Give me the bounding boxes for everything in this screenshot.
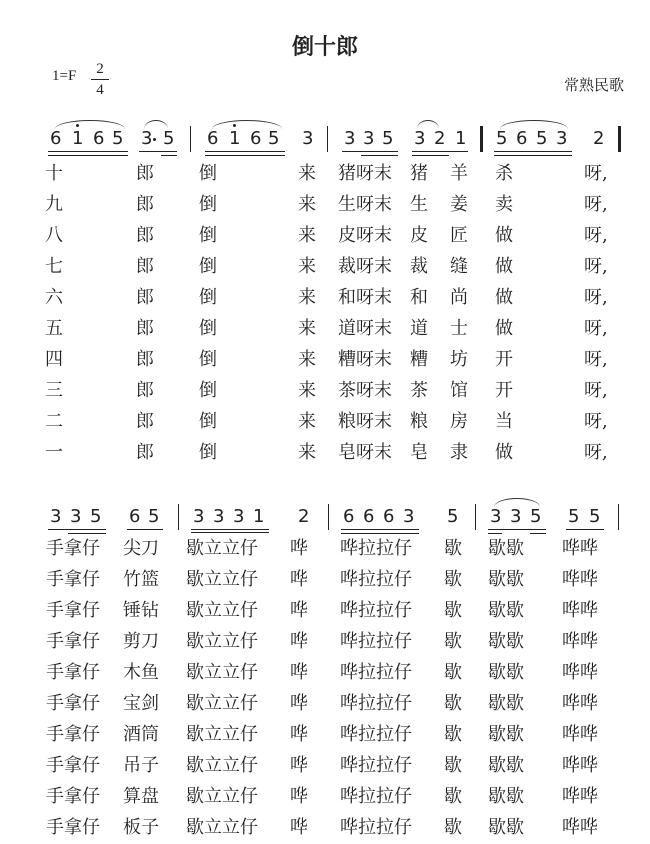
lyric-word: 手拿仔 [46,693,100,714]
underline [191,529,269,530]
note: 3 [70,506,82,527]
note: 6 [250,128,262,149]
barline [618,126,621,152]
lyric-word: 哗拉拉仔 [340,600,412,621]
key-signature: 1=F [52,68,77,84]
lyric-word: 手拿仔 [46,755,100,776]
lyric-word: 哗哗 [562,693,598,714]
augmentation-dot [153,138,156,141]
barline [327,126,328,152]
lyric-word: 哗 [290,600,308,621]
underline [412,155,449,156]
lyric-word: 姜 [450,194,468,215]
note: 3 [193,506,205,527]
lyric-word: 粮 [410,411,428,432]
lyric-word: 哗哗 [562,662,598,683]
lyric-word: 歇立立仔 [186,786,258,807]
lyric-word: 呀, [584,349,608,370]
note: 5 [148,506,160,527]
lyric-word: 歇 [444,600,462,621]
lyric-word: 歇 [444,631,462,652]
lyric-word: 歇立立仔 [186,600,258,621]
lyric-word: 哗 [290,538,308,559]
lyric-word: 猪 [410,163,428,184]
lyric-word: 隶 [450,442,468,463]
lyric-word: 尚 [450,287,468,308]
lyric-word: 馆 [450,380,468,401]
lyric-word: 七 [45,256,63,277]
lyric-line [0,534,650,565]
note: 1 [455,128,467,149]
underline [361,155,398,156]
time-signature [91,60,109,99]
lyric-word: 郎 [136,256,154,277]
lyric-word: 郎 [136,318,154,339]
lyric-word: 呀, [584,163,608,184]
lyric-word: 做 [495,318,513,339]
lyric-word: 哗拉拉仔 [340,538,412,559]
lyric-word: 歇立立仔 [186,538,258,559]
lyric-word: 郎 [136,380,154,401]
lyric-word: 歇 [444,786,462,807]
lyric-word: 尖刀 [123,538,159,559]
lyric-word: 吊子 [123,755,159,776]
lyric-word: 哗哗 [562,817,598,838]
note: 3 [414,128,426,149]
lyric-word: 歇歇 [488,786,524,807]
note: 5 [536,128,548,149]
lyric-word: 哗拉拉仔 [340,631,412,652]
lyric-word: 呀, [584,442,608,463]
lyric-line [0,720,650,751]
lyric-word: 歇立立仔 [186,724,258,745]
lyric-word: 粮呀末 [338,411,392,432]
lyric-word: 倒 [199,287,217,308]
lyric-word: 当 [495,411,513,432]
lyric-word: 歇 [444,569,462,590]
lyric-line [0,627,650,658]
note: 5 [568,506,580,527]
lyric-word: 手拿仔 [46,569,100,590]
lyric-word: 歇立立仔 [186,662,258,683]
note: 3 [141,128,153,149]
lyric-word: 板子 [123,817,159,838]
lyric-word: 歇立立仔 [186,569,258,590]
lyric-word: 呀, [584,318,608,339]
notation-staff-2 [0,496,650,536]
lyric-word: 倒 [199,442,217,463]
note: 6 [207,128,219,149]
lyric-word: 倒 [199,194,217,215]
lyric-word: 哗拉拉仔 [340,693,412,714]
note: 3 [363,128,375,149]
lyric-word: 歇歇 [488,600,524,621]
lyric-word: 皮 [410,225,428,246]
note: 6 [50,128,62,149]
lyric-word: 哗哗 [562,724,598,745]
lyric-word: 裁呀末 [338,256,392,277]
lyric-word: 歇歇 [488,755,524,776]
lyric-word: 哗哗 [562,755,598,776]
lyric-word: 手拿仔 [46,817,100,838]
lyric-line [0,345,650,376]
lyric-word: 歇立立仔 [186,817,258,838]
note: 3 [344,128,356,149]
note: 5 [268,128,280,149]
lyric-word: 手拿仔 [46,786,100,807]
lyric-line [0,190,650,221]
underline [48,151,128,152]
lyric-line [0,596,650,627]
lyric-word: 哗拉拉仔 [340,786,412,807]
lyric-word: 哗哗 [562,569,598,590]
note: 3 [556,128,568,149]
time-sig-bottom: 4 [96,82,104,98]
lyric-word: 哗拉拉仔 [340,817,412,838]
lyric-word: 歇 [444,538,462,559]
lyric-line [0,813,650,844]
lyric-word: 做 [495,225,513,246]
underline [494,151,572,152]
lyric-word: 歇 [444,817,462,838]
lyric-word: 手拿仔 [46,631,100,652]
note: 3 [50,506,62,527]
lyric-word: 歇 [444,693,462,714]
underline [48,529,106,530]
lyric-word: 来 [298,225,316,246]
underline [139,151,177,152]
barline [618,504,619,530]
lyric-word: 一 [45,442,63,463]
underline [127,529,163,530]
lyric-line [0,689,650,720]
lyric-word: 皂呀末 [338,442,392,463]
lyric-line [0,438,650,469]
lyric-word: 缝 [450,256,468,277]
note: 2 [298,506,310,527]
lyric-word: 呀, [584,225,608,246]
lyric-word: 歇立立仔 [186,693,258,714]
underline [488,529,546,530]
lyric-word: 哗 [290,724,308,745]
lyric-word: 来 [298,380,316,401]
lyric-word: 歇 [444,662,462,683]
note: 5 [112,128,124,149]
song-title: 倒十郎 [291,35,358,60]
lyric-word: 呀, [584,194,608,215]
barline [190,126,191,152]
lyric-word: 三 [45,380,63,401]
octave-dot [233,124,236,127]
lyric-word: 木鱼 [123,662,159,683]
lyric-word: 郎 [136,225,154,246]
lyric-word: 倒 [199,380,217,401]
lyric-line [0,658,650,689]
lyric-line [0,283,650,314]
notation-staff-1 [0,118,650,158]
time-sig-line [91,79,109,80]
lyric-word: 做 [495,256,513,277]
note: 5 [90,506,102,527]
lyric-word: 郎 [136,163,154,184]
lyric-word: 倒 [199,225,217,246]
note: 6 [343,506,355,527]
lyric-word: 呀, [584,256,608,277]
underline [191,532,269,533]
lyric-word: 哗 [290,662,308,683]
lyric-word: 哗 [290,755,308,776]
lyric-word: 茶呀末 [338,380,392,401]
lyric-word: 歇歇 [488,817,524,838]
note: 3 [233,506,245,527]
lyric-word: 皂 [410,442,428,463]
lyric-word: 生 [410,194,428,215]
lyric-word: 算盘 [123,786,159,807]
lyric-word: 手拿仔 [46,662,100,683]
lyric-word: 杀 [495,163,513,184]
note: 1 [229,128,241,149]
note: 5 [589,506,601,527]
lyric-word: 哗 [290,569,308,590]
note: 2 [593,128,605,149]
lyric-word: 来 [298,194,316,215]
lyric-word: 歇歇 [488,569,524,590]
lyric-word: 来 [298,256,316,277]
lyric-line [0,159,650,190]
lyric-word: 哗哗 [562,786,598,807]
lyric-word: 郎 [136,442,154,463]
lyric-word: 倒 [199,349,217,370]
time-sig-top: 2 [96,61,104,77]
lyric-word: 呀, [584,380,608,401]
note: 3 [490,506,502,527]
lyric-word: 歇 [444,755,462,776]
lyric-word: 哗拉拉仔 [340,724,412,745]
lyric-word: 茶 [410,380,428,401]
lyric-word: 匠 [450,225,468,246]
lyric-word: 哗 [290,786,308,807]
lyric-word: 做 [495,442,513,463]
underline [342,151,398,152]
lyric-word: 歇歇 [488,631,524,652]
lyric-word: 房 [450,411,468,432]
lyric-word: 歇歇 [488,538,524,559]
barline [480,126,483,152]
lyric-word: 哗拉拉仔 [340,662,412,683]
note: 3 [510,506,522,527]
lyric-word: 哗哗 [562,538,598,559]
lyric-word: 哗 [290,631,308,652]
lyric-word: 猪呀末 [338,163,392,184]
lyric-word: 倒 [199,411,217,432]
lyric-word: 歇歇 [488,693,524,714]
note: 1 [72,128,84,149]
lyric-word: 十 [45,163,63,184]
underline [205,151,285,152]
lyric-word: 手拿仔 [46,724,100,745]
lyric-word: 做 [495,287,513,308]
note: 5 [163,128,175,149]
note: 3 [403,506,415,527]
lyric-word: 开 [495,380,513,401]
underline [341,529,419,530]
lyric-word: 来 [298,349,316,370]
lyric-word: 酒筒 [123,724,159,745]
note: 5 [496,128,508,149]
song-origin: 常熟民歌 [563,76,624,94]
lyric-word: 来 [298,163,316,184]
lyric-word: 剪刀 [123,631,159,652]
lyric-word: 锤钻 [123,600,159,621]
lyric-line [0,407,650,438]
lyric-word: 四 [45,349,63,370]
note: 5 [382,128,394,149]
note: 6 [516,128,528,149]
underline [205,155,285,156]
lyric-word: 哗哗 [562,631,598,652]
note: 3 [302,128,314,149]
lyric-word: 倒 [199,256,217,277]
lyric-word: 歇 [444,724,462,745]
lyric-word: 郎 [136,287,154,308]
lyric-word: 倒 [199,318,217,339]
lyric-word: 歇立立仔 [186,631,258,652]
lyric-line [0,221,650,252]
lyric-word: 和呀末 [338,287,392,308]
lyric-word: 手拿仔 [46,538,100,559]
lyric-word: 八 [45,225,63,246]
underline [566,529,604,530]
lyric-word: 九 [45,194,63,215]
barline [475,504,476,530]
underline [412,151,468,152]
lyric-word: 呀, [584,411,608,432]
lyric-word: 歇歇 [488,724,524,745]
lyric-word: 哗 [290,693,308,714]
lyric-word: 郎 [136,194,154,215]
lyric-word: 坊 [450,349,468,370]
lyric-word: 糟 [410,349,428,370]
lyric-line [0,565,650,596]
note: 2 [434,128,446,149]
lyric-line [0,376,650,407]
lyric-word: 哗拉拉仔 [340,569,412,590]
lyric-word: 道 [410,318,428,339]
lyric-word: 开 [495,349,513,370]
lyric-line [0,751,650,782]
lyric-word: 六 [45,287,63,308]
lyric-word: 来 [298,411,316,432]
lyric-word: 宝剑 [123,693,159,714]
lyric-word: 呀, [584,287,608,308]
underline [161,155,177,156]
lyric-word: 来 [298,318,316,339]
note: 5 [447,506,459,527]
barline [328,504,329,530]
lyric-word: 来 [298,287,316,308]
octave-dot [76,124,79,127]
note: 6 [363,506,375,527]
note: 1 [253,506,265,527]
lyric-word: 来 [298,442,316,463]
lyric-word: 哗 [290,817,308,838]
lyric-word: 歇歇 [488,662,524,683]
lyric-word: 羊 [450,163,468,184]
lyric-word: 皮呀末 [338,225,392,246]
lyric-word: 竹篮 [123,569,159,590]
lyric-word: 手拿仔 [46,600,100,621]
lyric-word: 郎 [136,411,154,432]
lyric-word: 哗拉拉仔 [340,755,412,776]
note: 6 [93,128,105,149]
lyric-line [0,252,650,283]
underline [494,155,572,156]
lyric-word: 歇立立仔 [186,755,258,776]
lyric-word: 士 [450,318,468,339]
lyric-word: 五 [45,318,63,339]
lyric-line [0,782,650,813]
lyric-word: 道呀末 [338,318,392,339]
lyric-word: 生呀末 [338,194,392,215]
lyric-word: 郎 [136,349,154,370]
lyric-word: 倒 [199,163,217,184]
note: 3 [213,506,225,527]
lyric-word: 糟呀末 [338,349,392,370]
lyric-word: 和 [410,287,428,308]
note: 5 [530,506,542,527]
lyric-word: 哗哗 [562,600,598,621]
lyric-line [0,314,650,345]
underline [48,155,128,156]
lyric-word: 二 [45,411,63,432]
lyric-word: 卖 [495,194,513,215]
barline [178,504,179,530]
lyric-word: 裁 [410,256,428,277]
note: 6 [383,506,395,527]
note: 6 [129,506,141,527]
